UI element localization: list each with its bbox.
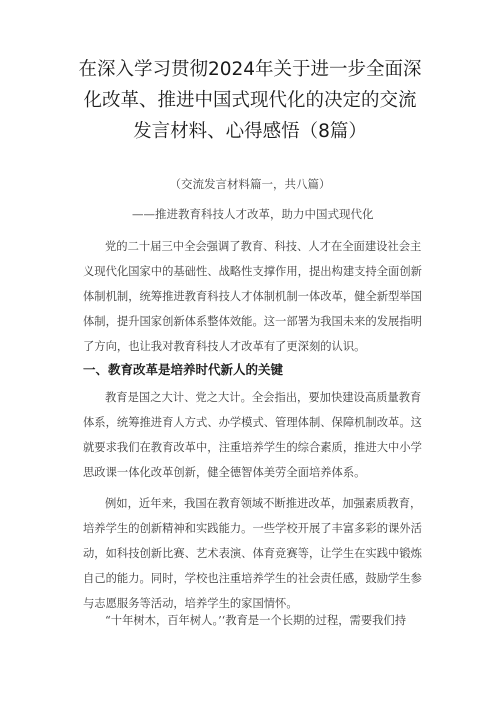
paragraph-line: 例如，近年来，我国在教育领域不断推进改革，加强素质教育， [105,497,422,510]
paragraph-line: 了方向，也让我对教育科技人才改革有了更深刻的认识。 [83,340,366,353]
paragraph-line: 党的二十届三中全会强调了教育、科技、人才在全面建设社会主 [105,240,422,253]
section-heading: 一、教育改革是培养时代新人的关键 [83,362,284,377]
paragraph-line: 与志愿服务等活动，培养学生的家国情怀。 [83,597,298,610]
title-line: 化改革、推进中国式现代化的决定的交流 [83,90,417,111]
paragraph-line: 体制机制，统筹推进教育科技人才体制机制一体改革，健全新型举国 [83,290,422,303]
document-subtitle: （交流发言材料篇一，共八篇） [169,177,331,191]
paragraph-line: 体系，统筹推进育人方式、办学模式、管理体制、保障机制改革。这 [83,416,422,429]
paragraph-line: 教育是国之大计、党之大计。全会指出，要加快建设高质量教育 [105,391,422,404]
title-line: 在深入学习贯彻2024年关于进一步全面深 [78,59,422,80]
paragraph-line: 体制，提升国家创新体系整体效能。这一部署为我国未来的发展指明 [83,315,422,328]
body-paragraph [83,234,435,359]
paragraph-line: “十年树木，百年树人。’‘教育是一个长期的过程，需要我们持 [105,614,407,627]
paragraph-line: 义现代化国家中的基础性、战略性支撑作用，提出构建支持全面创新 [83,265,422,278]
body-paragraph [83,491,435,616]
document-title [50,54,450,147]
paragraph-line: 培养学生的创新精神和实践能力。一些学校开展了丰富多彩的课外活 [83,522,422,535]
paragraph-line: 自己的能力。同时，学校也注重培养学生的社会责任感，鼓励学生参 [83,572,422,585]
paragraph-line: 就要求我们在教育改革中，注重培养学生的综合素质，推进大中小学 [83,441,422,454]
body-paragraph [83,385,435,485]
paragraph-line: 思政课一体化改革创新，健全德智体美劳全面培养体系。 [83,466,366,479]
body-paragraph [83,608,435,633]
title-line: 发言材料、心得感悟（8篇） [133,121,367,142]
document-dedication: ——推进教育科技人才改革，助力中国式现代化 [132,207,374,221]
paragraph-line: 动，如科技创新比赛、艺术表演、体育竞赛等，让学生在实践中锻炼 [83,547,422,560]
